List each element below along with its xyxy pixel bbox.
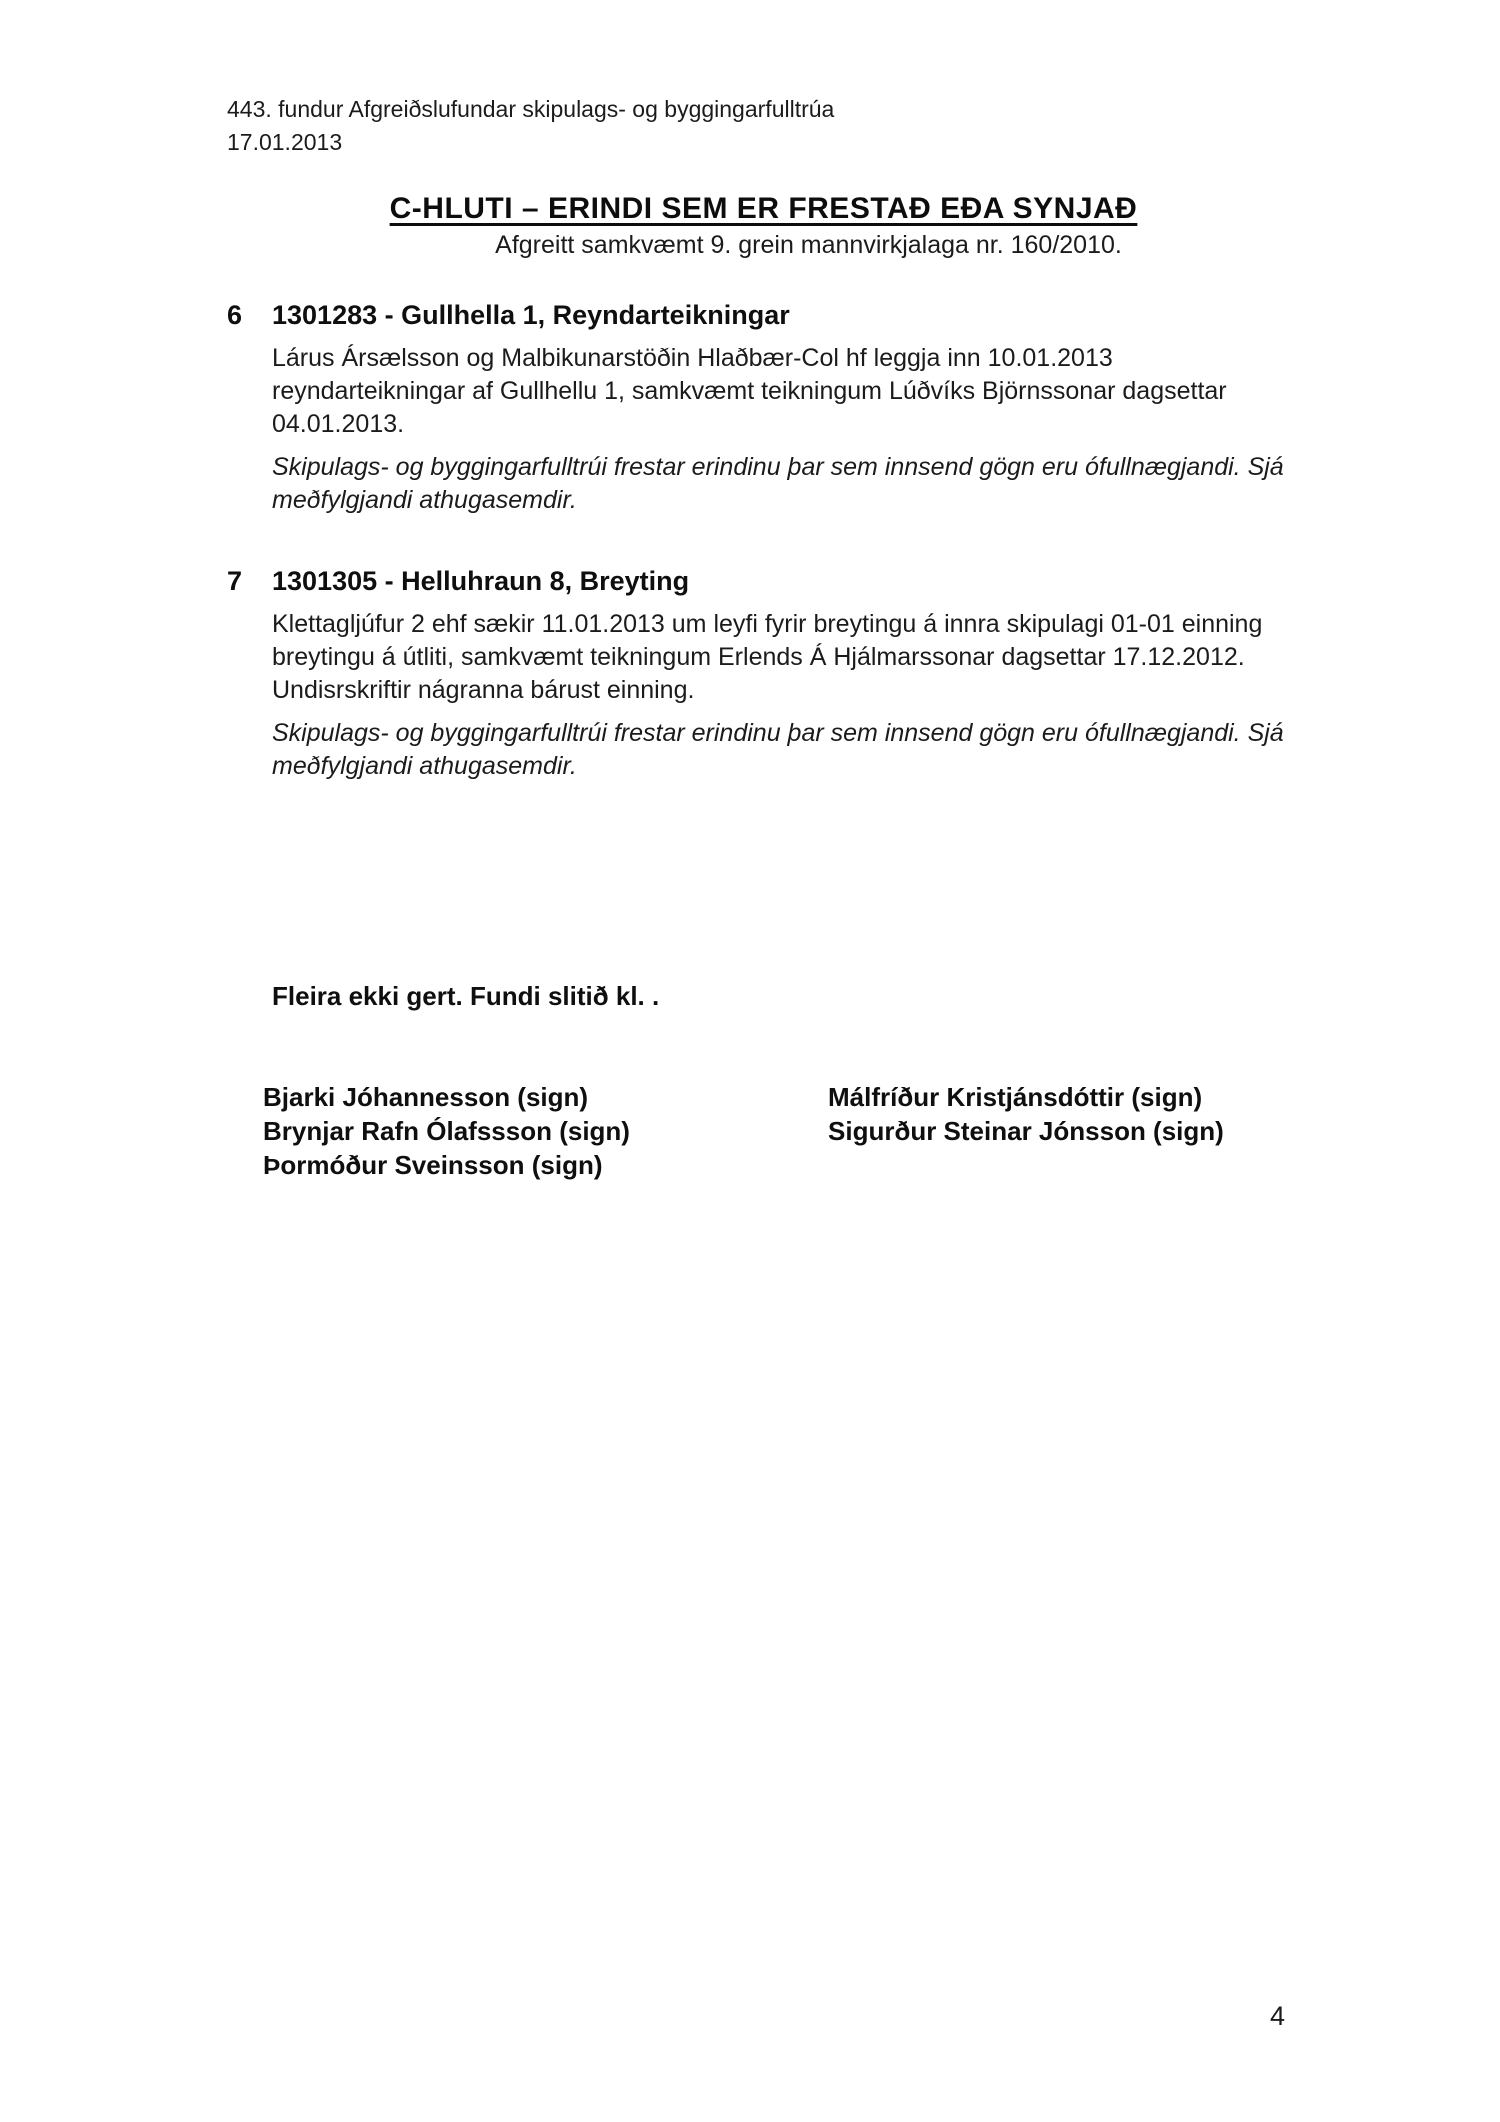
item-description: Lárus Ársælsson og Malbikunarstöðin Hlaðbær-Col hf leggja inn 10.01.2013 reyndarteikningar af Gullhellu 1, samkvæmt teikningum Lúðvíks Björnssonar dagsettar 04.01.2013. <box>272 344 1227 438</box>
section-title: C-HLUTI – ERINDI SEM ER FRESTAÐ EÐA SYNJAÐ <box>389 192 1138 225</box>
item-resolution: Skipulags- og byggingarfulltrúi frestar erindinu þar sem innsend gögn eru ófullnægjandi. Sjá meðfylgjandi athugasemdir. <box>272 719 1284 780</box>
meeting-date-line: 17.01.2013 <box>227 129 343 155</box>
agenda-item-6 <box>227 299 1312 517</box>
signature-left-column <box>263 1080 828 1182</box>
item-heading: 1301283 - Gullhella 1, Reyndarteikningar <box>272 300 790 330</box>
meeting-number-line: 443. fundur Afgreiðslufundar skipulags- og byggingarfulltrúa <box>227 96 835 122</box>
signature-name: Sigurður Steinar Jónsson (sign) <box>828 1116 1224 1146</box>
closing-statement: Fleira ekki gert. Fundi slitið kl. . <box>272 981 660 1011</box>
item-number: 6 <box>227 300 243 330</box>
section-title-block <box>0 189 1300 262</box>
section-subtitle: Afgreitt samkvæmt 9. grein mannvirkjalaga nr. 160/2010. <box>495 231 1122 259</box>
item-number: 7 <box>227 566 243 596</box>
page-header <box>227 93 1500 159</box>
agenda-items <box>227 299 1312 783</box>
item-heading-row <box>227 299 1312 332</box>
signature-right-column <box>828 1080 1224 1182</box>
signature-name: Þormóður Sveinsson (sign) <box>263 1150 603 1180</box>
item-body <box>272 608 1307 783</box>
page-number: 4 <box>1270 2001 1286 2031</box>
signature-name: Brynjar Rafn Ólafssson (sign) <box>263 1116 630 1146</box>
signature-name: Bjarki Jóhannesson (sign) <box>263 1082 589 1112</box>
item-heading: 1301305 - Helluhraun 8, Breyting <box>272 566 690 596</box>
item-description: Klettagljúfur 2 ehf sækir 11.01.2013 um leyfi fyrir breytingu á innra skipulagi 01-01 einning breytingu á útliti, samkvæmt teikningum Erlends Á Hjálmarssonar dagsettar 17.12.2012. Undisrskriftir nágranna bárust einning. <box>272 610 1263 704</box>
item-body <box>272 342 1307 517</box>
agenda-item-7 <box>227 565 1312 783</box>
signature-name: Málfríður Kristjánsdóttir (sign) <box>828 1082 1203 1112</box>
signature-block <box>263 1080 1500 1182</box>
item-heading-row <box>227 565 1312 598</box>
item-resolution: Skipulags- og byggingarfulltrúi frestar erindinu þar sem innsend gögn eru ófullnægjandi. Sjá meðfylgjandi athugasemdir. <box>272 453 1284 514</box>
